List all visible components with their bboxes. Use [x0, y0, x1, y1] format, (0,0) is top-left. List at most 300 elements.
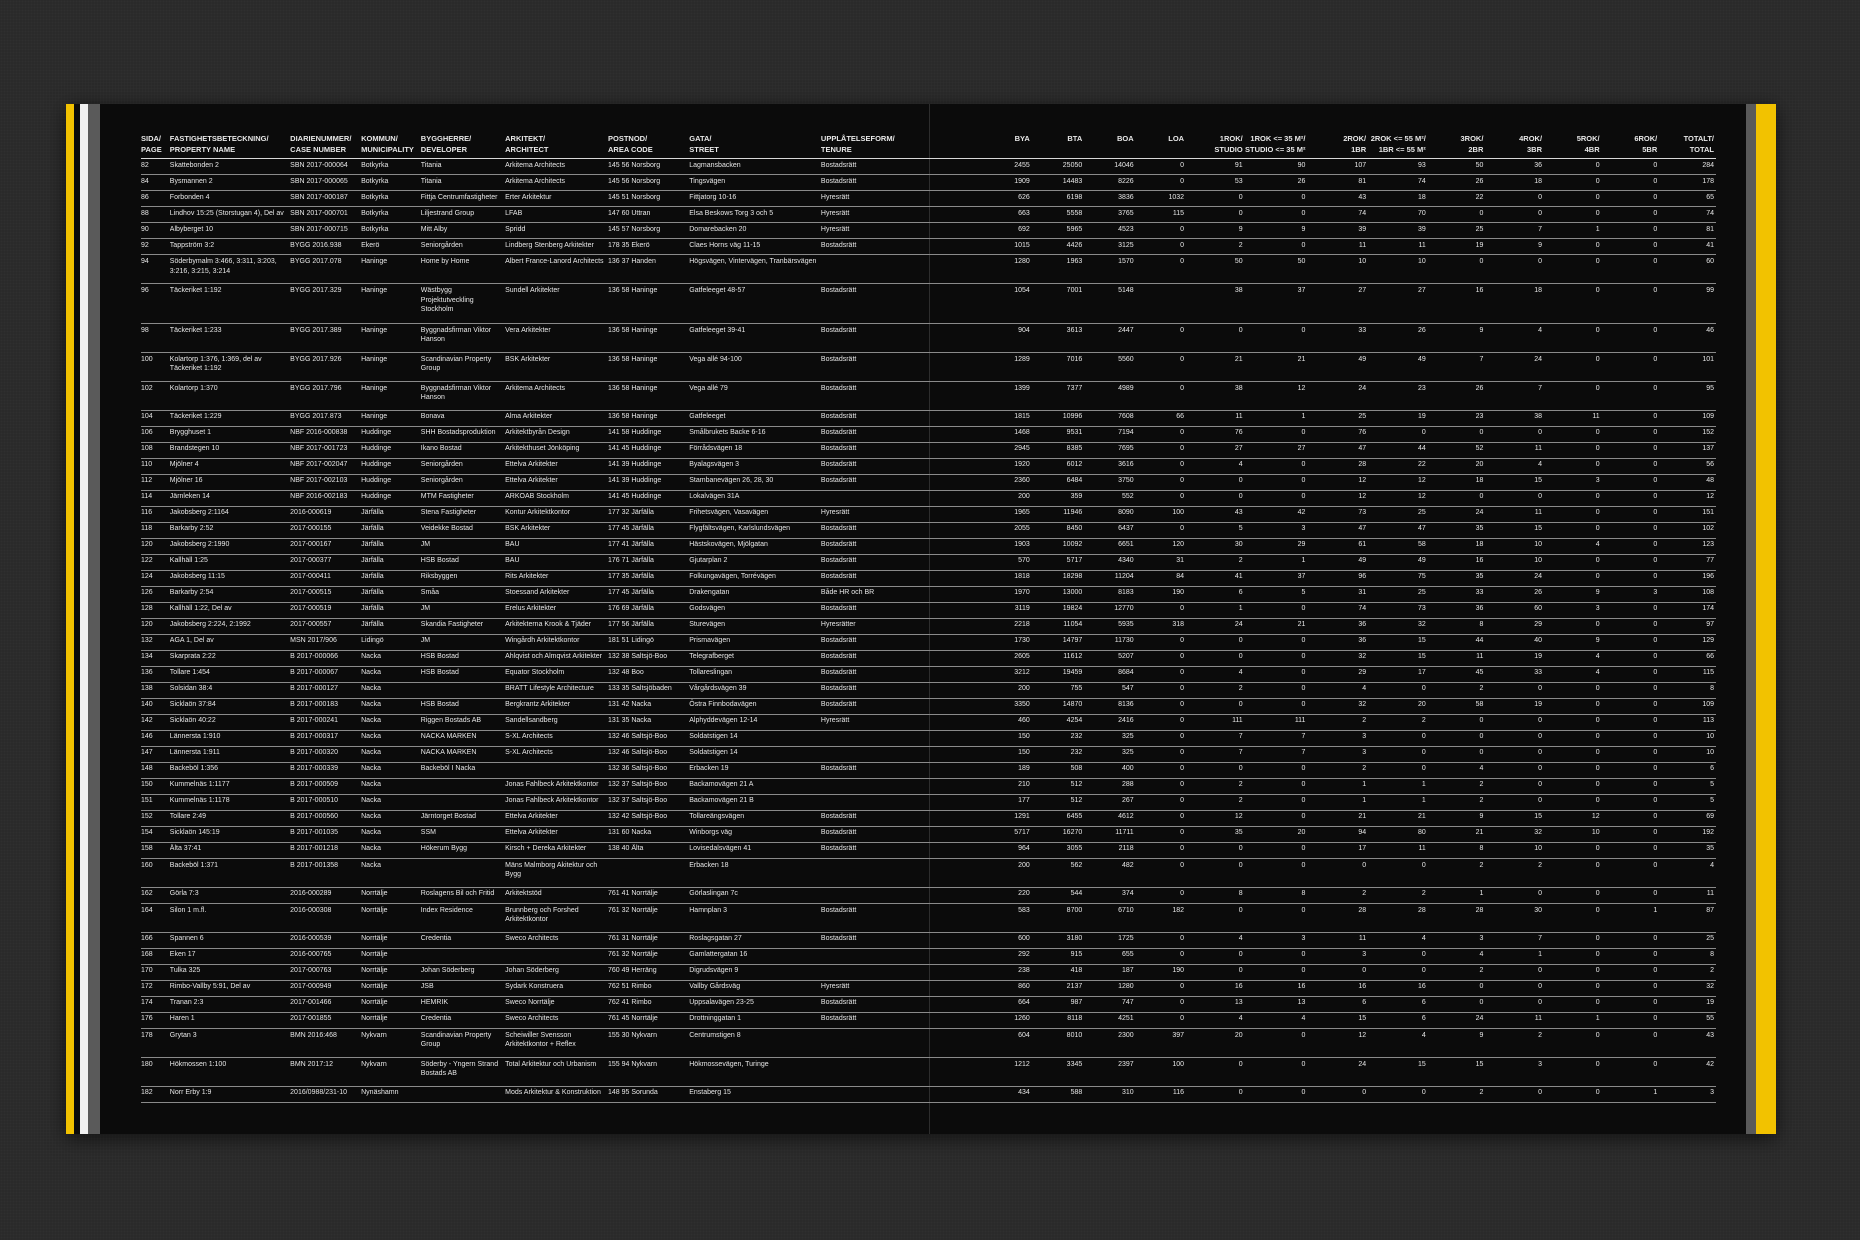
table-row: [141, 714, 1716, 730]
cell-street: Fittjatorg 10-16: [689, 191, 821, 207]
cell-r5: 10: [1544, 826, 1602, 842]
cell-dev: [421, 682, 505, 698]
col-header-label: 1ROK <= 35 M²/: [1250, 134, 1306, 143]
cell-mun: Botkyrka: [361, 175, 421, 191]
cell-r4: 0: [1485, 762, 1544, 778]
cell-r4: 0: [1485, 730, 1544, 746]
table-row: [141, 410, 1716, 426]
cell-r2s: 0: [1368, 730, 1428, 746]
cell-code: 181 51 Lidingö: [608, 634, 689, 650]
cell-r5: 0: [1544, 1028, 1602, 1057]
cell-dev: Titania: [421, 159, 505, 175]
cell-arch: Johan Söderberg: [505, 964, 608, 980]
cell-bya: 600: [934, 932, 1032, 948]
cell-r5: 0: [1544, 698, 1602, 714]
cell-r5: 0: [1544, 352, 1602, 381]
cell-bta: 508: [1032, 762, 1084, 778]
cell-r4: 0: [1485, 980, 1544, 996]
cell-case: B 2017-000127: [290, 682, 361, 698]
cell-r1s: 111: [1245, 714, 1308, 730]
cell-bya: 1903: [934, 538, 1032, 554]
cell-code: 132 46 Saltsjö-Boo: [608, 746, 689, 762]
col-header-sublabel: STREET: [689, 145, 719, 154]
cell-bya: 3212: [934, 666, 1032, 682]
cell-r1: 16: [1186, 980, 1245, 996]
cell-case: B 2017-000183: [290, 698, 361, 714]
cell-r2: 76: [1307, 426, 1368, 442]
cell-r2s: 93: [1368, 159, 1428, 175]
cell-r1: 2: [1186, 778, 1245, 794]
cell-tot: 19: [1659, 996, 1716, 1012]
cell-tenure: Bostadsrätt: [821, 410, 934, 426]
cell-tot: 43: [1659, 1028, 1716, 1057]
cell-page: 114: [141, 490, 170, 506]
cell-bya: 1818: [934, 570, 1032, 586]
cell-r4: 15: [1485, 522, 1544, 538]
cell-r3: 25: [1428, 223, 1486, 239]
cell-page: 158: [141, 842, 170, 858]
cell-arch: Jonas Fahlbeck Arkitektkontor: [505, 778, 608, 794]
cell-page: 120: [141, 538, 170, 554]
table-row: [141, 538, 1716, 554]
cell-r3: 33: [1428, 586, 1486, 602]
cell-r3: 15: [1428, 1057, 1486, 1086]
cell-page: 88: [141, 207, 170, 223]
cell-bta: 232: [1032, 730, 1084, 746]
cell-r5: 0: [1544, 207, 1602, 223]
cell-r6: 0: [1602, 964, 1660, 980]
cell-r6: 0: [1602, 442, 1660, 458]
cell-bya: 1291: [934, 810, 1032, 826]
cell-dev: Bonava: [421, 410, 505, 426]
cell-tenure: Hyresrätt: [821, 506, 934, 522]
cell-r2s: 15: [1368, 634, 1428, 650]
cell-r4: 36: [1485, 159, 1544, 175]
cell-r2: 6: [1307, 996, 1368, 1012]
cell-arch: Sydark Konstruera: [505, 980, 608, 996]
cell-bya: 3119: [934, 602, 1032, 618]
cell-r1s: 0: [1245, 634, 1308, 650]
cell-r6: 3: [1602, 586, 1660, 602]
col-header-bta: [1032, 133, 1084, 159]
project-table: [141, 133, 1716, 1103]
col-header-sublabel: STUDIO <= 35 M²: [1245, 145, 1306, 154]
cell-r1s: 0: [1245, 842, 1308, 858]
cell-street: Centrumstigen 8: [689, 1028, 821, 1057]
cell-page: 108: [141, 442, 170, 458]
cell-r2s: 0: [1368, 1086, 1428, 1102]
col-header-label: BTA: [1067, 134, 1083, 143]
cell-loa: 0: [1136, 634, 1186, 650]
cell-case: BMN 2017:12: [290, 1057, 361, 1086]
cell-r1s: 50: [1245, 255, 1308, 284]
cell-street: Tingsvägen: [689, 175, 821, 191]
cell-r1: 2: [1186, 554, 1245, 570]
cell-r1s: 0: [1245, 682, 1308, 698]
cell-bta: 3180: [1032, 932, 1084, 948]
cell-street: Roslagsgatan 27: [689, 932, 821, 948]
cell-tenure: [821, 730, 934, 746]
cell-name: Eken 17: [170, 948, 290, 964]
cell-bya: 460: [934, 714, 1032, 730]
cell-boa: 5935: [1084, 618, 1135, 634]
cell-bya: 1468: [934, 426, 1032, 442]
cell-r2s: 75: [1368, 570, 1428, 586]
table-row: [141, 602, 1716, 618]
cell-case: B 2017-000241: [290, 714, 361, 730]
cell-name: Albyberget 10: [170, 223, 290, 239]
table-row: [141, 381, 1716, 410]
cell-street: Byalagsvägen 3: [689, 458, 821, 474]
cell-r2: 12: [1307, 490, 1368, 506]
cell-r6: 1: [1602, 1086, 1660, 1102]
cell-dev: Wästbygg Projektutveckling Stockholm: [421, 284, 505, 324]
cell-mun: Järfälla: [361, 554, 421, 570]
table-row: [141, 1086, 1716, 1102]
cell-bta: 544: [1032, 887, 1084, 903]
cell-arch: Alma Arkitekter: [505, 410, 608, 426]
cell-tenure: [821, 255, 934, 284]
cell-r6: 0: [1602, 284, 1660, 324]
cell-r5: 0: [1544, 903, 1602, 932]
cell-r6: 0: [1602, 794, 1660, 810]
cell-loa: 84: [1136, 570, 1186, 586]
cell-r1: 12: [1186, 810, 1245, 826]
cell-bta: 755: [1032, 682, 1084, 698]
cell-r5: 0: [1544, 794, 1602, 810]
cell-r1: 76: [1186, 426, 1245, 442]
cell-boa: 7695: [1084, 442, 1135, 458]
cell-r1: 50: [1186, 255, 1245, 284]
cell-r3: 2: [1428, 964, 1486, 980]
cell-case: B 2017-000510: [290, 794, 361, 810]
cell-page: 142: [141, 714, 170, 730]
col-header-r6: [1602, 133, 1660, 159]
cell-loa: 0: [1136, 255, 1186, 284]
cell-boa: 1725: [1084, 932, 1135, 948]
cell-street: Vårgårdsvägen 39: [689, 682, 821, 698]
cell-code: 761 41 Norrtälje: [608, 887, 689, 903]
cell-name: AGA 1, Del av: [170, 634, 290, 650]
cell-bta: 25050: [1032, 159, 1084, 175]
cell-r6: 0: [1602, 426, 1660, 442]
cell-r2: 47: [1307, 442, 1368, 458]
cell-r2s: 73: [1368, 602, 1428, 618]
cell-boa: 6437: [1084, 522, 1135, 538]
cell-r2s: 0: [1368, 858, 1428, 887]
cell-bya: 189: [934, 762, 1032, 778]
cell-loa: 318: [1136, 618, 1186, 634]
cell-bta: 6012: [1032, 458, 1084, 474]
cell-r1s: 0: [1245, 1086, 1308, 1102]
cell-name: Täckeriket 1:229: [170, 410, 290, 426]
cell-mun: Haninge: [361, 323, 421, 352]
cell-bta: 10092: [1032, 538, 1084, 554]
cell-case: B 2017-000317: [290, 730, 361, 746]
cell-street: Hästskovägen, Mjölgatan: [689, 538, 821, 554]
cell-name: Kallhäll 1:22, Del av: [170, 602, 290, 618]
cell-bya: 200: [934, 682, 1032, 698]
cell-code: 155 94 Nykvarn: [608, 1057, 689, 1086]
cell-bta: 19459: [1032, 666, 1084, 682]
cell-street: Folkungavägen, Torrévägen: [689, 570, 821, 586]
cell-r2: 15: [1307, 1012, 1368, 1028]
cell-loa: 0: [1136, 714, 1186, 730]
table-row: [141, 778, 1716, 794]
cell-r2: 96: [1307, 570, 1368, 586]
cell-r1s: 0: [1245, 762, 1308, 778]
table-row: [141, 442, 1716, 458]
cell-bta: 18298: [1032, 570, 1084, 586]
cell-street: Hökmossevägen, Turinge: [689, 1057, 821, 1086]
cell-r2s: 15: [1368, 650, 1428, 666]
cell-boa: 11204: [1084, 570, 1135, 586]
cell-r1s: 0: [1245, 903, 1308, 932]
table-row: [141, 522, 1716, 538]
cell-mun: Huddinge: [361, 490, 421, 506]
cell-r5: 3: [1544, 474, 1602, 490]
col-header-sublabel: MUNICIPALITY: [361, 145, 414, 154]
cell-boa: 8090: [1084, 506, 1135, 522]
cell-r4: 19: [1485, 698, 1544, 714]
cell-r5: 0: [1544, 323, 1602, 352]
cell-r2: 1: [1307, 778, 1368, 794]
cell-r6: 0: [1602, 159, 1660, 175]
cell-r2s: 6: [1368, 996, 1428, 1012]
cell-tot: 10: [1659, 730, 1716, 746]
cell-r2: 16: [1307, 980, 1368, 996]
cell-bya: 238: [934, 964, 1032, 980]
cell-page: 102: [141, 381, 170, 410]
cell-bta: 418: [1032, 964, 1084, 980]
cell-arch: Ettelva Arkitekter: [505, 826, 608, 842]
cell-street: Östra Finnbodavägen: [689, 698, 821, 714]
cell-name: Backeböl 1:356: [170, 762, 290, 778]
col-header-sublabel: DEVELOPER: [420, 145, 468, 154]
cell-r1: 0: [1186, 634, 1245, 650]
cell-r2s: 26: [1368, 323, 1428, 352]
cell-tenure: [821, 964, 934, 980]
cell-r1s: 26: [1245, 175, 1308, 191]
cell-r1s: 0: [1245, 1057, 1308, 1086]
cell-bya: 1970: [934, 586, 1032, 602]
cell-code: 177 56 Järfälla: [608, 618, 689, 634]
cell-r3: 45: [1428, 666, 1486, 682]
cell-arch: Arkitekterna Krook & Tjäder: [505, 618, 608, 634]
cell-boa: 187: [1084, 964, 1135, 980]
table-row: [141, 586, 1716, 602]
cell-r2s: 0: [1368, 426, 1428, 442]
cell-page: 126: [141, 586, 170, 602]
cell-street: Vega allé 79: [689, 381, 821, 410]
cell-r1s: 42: [1245, 506, 1308, 522]
cell-r6: 0: [1602, 826, 1660, 842]
table-row: [141, 239, 1716, 255]
cell-r1s: 1: [1245, 410, 1308, 426]
cell-r1: 11: [1186, 410, 1245, 426]
cell-r2: 17: [1307, 842, 1368, 858]
table-row: [141, 1057, 1716, 1086]
cell-r1: 0: [1186, 698, 1245, 714]
cell-tenure: [821, 1028, 934, 1057]
cell-case: 2017-000557: [290, 618, 361, 634]
cell-case: 2017-000167: [290, 538, 361, 554]
cell-r2s: 25: [1368, 586, 1428, 602]
cell-street: Erbacken 19: [689, 762, 821, 778]
cell-tot: 74: [1659, 207, 1716, 223]
col-header-sublabel: PROPERTY NAME: [169, 145, 236, 154]
cell-street: Telegrafberget: [689, 650, 821, 666]
cell-bya: 1280: [934, 255, 1032, 284]
cell-street: Tollareängsvägen: [689, 810, 821, 826]
cell-tenure: Hyresrätter: [821, 618, 934, 634]
cell-r1s: 21: [1245, 618, 1308, 634]
cell-r6: 0: [1602, 1057, 1660, 1086]
cell-r2: 0: [1307, 1086, 1368, 1102]
cell-r4: 38: [1485, 410, 1544, 426]
cell-dev: Roslagens Bil och Fritid: [421, 887, 505, 903]
cell-r1: 0: [1186, 964, 1245, 980]
cell-code: 155 30 Nykvarn: [608, 1028, 689, 1057]
cell-case: 2017-000519: [290, 602, 361, 618]
cell-r5: 0: [1544, 1057, 1602, 1086]
cell-tenure: [821, 778, 934, 794]
col-header-sublabel: TENURE: [820, 145, 852, 154]
cell-code: 761 31 Norrtälje: [608, 932, 689, 948]
cell-r1: 0: [1186, 191, 1245, 207]
cell-tenure: Bostadsrätt: [821, 352, 934, 381]
col-header-mun: [361, 133, 421, 159]
cell-r5: 9: [1544, 634, 1602, 650]
cell-r2: 47: [1307, 522, 1368, 538]
cell-case: SBN 2017-000187: [290, 191, 361, 207]
cell-name: Kolartorp 1:370: [170, 381, 290, 410]
cell-r3: 36: [1428, 602, 1486, 618]
cell-bta: 11612: [1032, 650, 1084, 666]
cell-r1s: 29: [1245, 538, 1308, 554]
cell-dev: Seniorgården: [421, 474, 505, 490]
cell-r5: 0: [1544, 887, 1602, 903]
cell-bta: 8118: [1032, 1012, 1084, 1028]
cell-name: Tollare 1:454: [170, 666, 290, 682]
cell-bta: 6484: [1032, 474, 1084, 490]
col-header-sublabel: 3BR: [1527, 145, 1543, 154]
cell-tot: 109: [1659, 698, 1716, 714]
cell-mun: Norrtälje: [361, 964, 421, 980]
cell-r2: 49: [1307, 554, 1368, 570]
col-header-label: 1ROK/: [1219, 134, 1243, 143]
cell-bta: 2137: [1032, 980, 1084, 996]
cell-mun: Nacka: [361, 826, 421, 842]
cell-r2s: 22: [1368, 458, 1428, 474]
table-row: [141, 284, 1716, 324]
cell-loa: 115: [1136, 207, 1186, 223]
cell-case: B 2017-000560: [290, 810, 361, 826]
col-header-name: [170, 133, 290, 159]
cell-tot: 192: [1659, 826, 1716, 842]
cell-dev: Seniorgården: [421, 239, 505, 255]
cell-tot: 25: [1659, 932, 1716, 948]
cell-r3: 0: [1428, 207, 1486, 223]
cell-bya: 2455: [934, 159, 1032, 175]
cell-r3: 9: [1428, 323, 1486, 352]
cell-loa: 0: [1136, 826, 1186, 842]
cell-r1s: 0: [1245, 964, 1308, 980]
table-row: [141, 858, 1716, 887]
cell-boa: 1570: [1084, 255, 1135, 284]
cell-street: Smålbrukets Backe 6-16: [689, 426, 821, 442]
cell-street: Winborgs väg: [689, 826, 821, 842]
cell-r1: 5: [1186, 522, 1245, 538]
col-header-label: BYGGHERRE/: [420, 134, 472, 143]
cell-case: BYGG 2017.389: [290, 323, 361, 352]
cell-r6: 0: [1602, 207, 1660, 223]
cell-street: Frihetsvägen, Vasavägen: [689, 506, 821, 522]
cell-dev: Riggen Bostads AB: [421, 714, 505, 730]
cell-r2s: 70: [1368, 207, 1428, 223]
table-row: [141, 554, 1716, 570]
cell-page: 132: [141, 634, 170, 650]
cell-loa: 66: [1136, 410, 1186, 426]
cell-r1: 30: [1186, 538, 1245, 554]
cell-code: 136 58 Haninge: [608, 410, 689, 426]
cell-r4: 4: [1485, 458, 1544, 474]
cell-page: 116: [141, 506, 170, 522]
cell-r3: 8: [1428, 842, 1486, 858]
cell-r3: 1: [1428, 887, 1486, 903]
cell-name: Täckeriket 1:233: [170, 323, 290, 352]
cell-loa: 0: [1136, 522, 1186, 538]
cell-r1: 53: [1186, 175, 1245, 191]
cell-page: 168: [141, 948, 170, 964]
cell-name: Backeböl 1:371: [170, 858, 290, 887]
cell-tenure: Bostadsrätt: [821, 239, 934, 255]
col-header-tenure: [821, 133, 934, 159]
cell-street: Drakengatan: [689, 586, 821, 602]
cell-tenure: Bostadsrätt: [821, 442, 934, 458]
table-row: [141, 618, 1716, 634]
cell-street: Backamovägen 21 B: [689, 794, 821, 810]
cell-bya: 626: [934, 191, 1032, 207]
cell-name: Tollare 2:49: [170, 810, 290, 826]
cell-page: 136: [141, 666, 170, 682]
col-header-sublabel: [934, 144, 1030, 155]
cell-boa: 5207: [1084, 650, 1135, 666]
cell-r4: 10: [1485, 554, 1544, 570]
cell-r4: 2: [1485, 1028, 1544, 1057]
col-header-label: SIDA/: [141, 134, 162, 143]
cell-tenure: Bostadsrätt: [821, 554, 934, 570]
cell-code: 141 45 Huddinge: [608, 442, 689, 458]
cell-r1s: 7: [1245, 730, 1308, 746]
cell-tenure: Bostadsrätt: [821, 903, 934, 932]
cell-r1s: 0: [1245, 239, 1308, 255]
cell-r6: 0: [1602, 239, 1660, 255]
cell-tot: 46: [1659, 323, 1716, 352]
cell-r6: 0: [1602, 778, 1660, 794]
cell-loa: 0: [1136, 381, 1186, 410]
table-row: [141, 570, 1716, 586]
cell-r3: 50: [1428, 159, 1486, 175]
cell-name: Silon 1 m.fl.: [170, 903, 290, 932]
cell-arch: Ahlqvist och Almqvist Arkitekter: [505, 650, 608, 666]
cell-name: Lännersta 1:910: [170, 730, 290, 746]
cell-dev: [421, 858, 505, 887]
cell-name: Barkarby 2:54: [170, 586, 290, 602]
cell-r2: 3: [1307, 730, 1368, 746]
cell-tot: 5: [1659, 794, 1716, 810]
cell-r1s: 0: [1245, 474, 1308, 490]
